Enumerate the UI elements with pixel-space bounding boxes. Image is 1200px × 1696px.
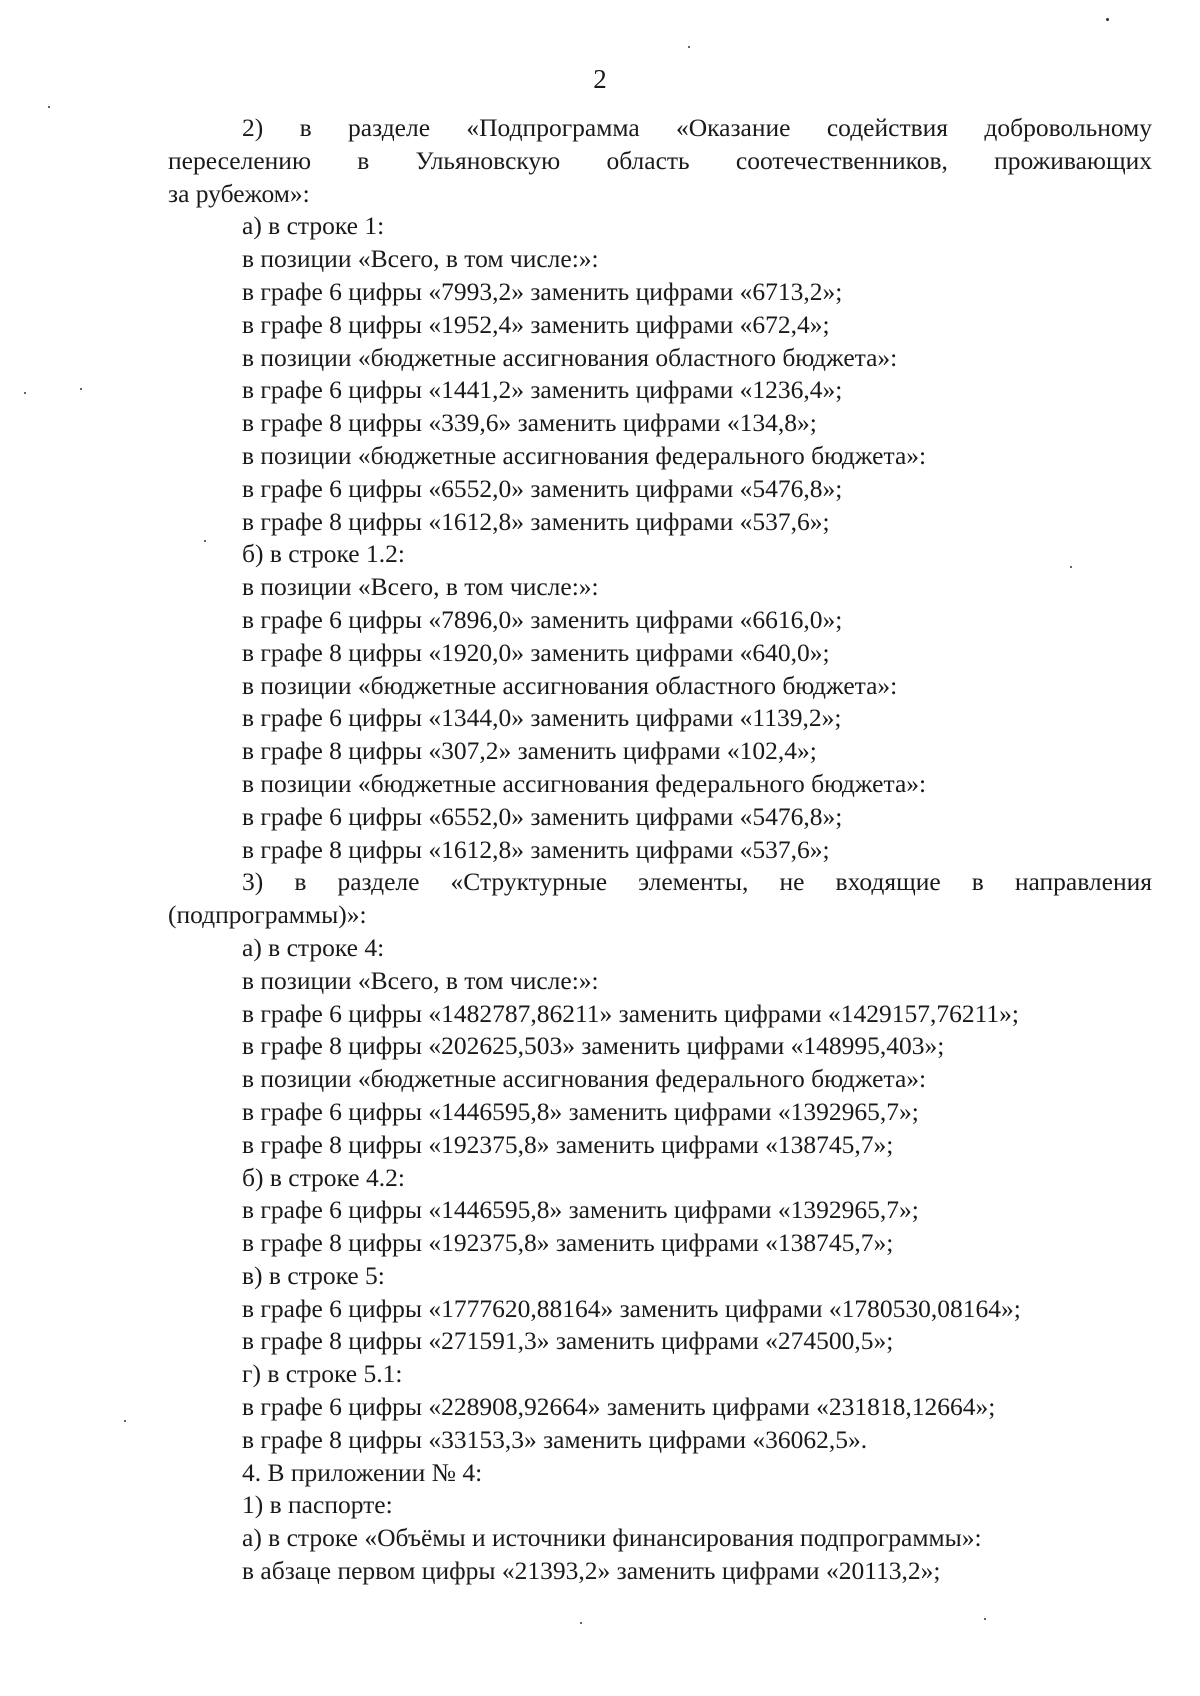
paragraph-line: в графе 6 цифры «7993,2» заменить цифрами «6713,2»; <box>242 276 843 306</box>
paragraph-line: в графе 6 цифры «6552,0» заменить цифрами «5476,8»; <box>242 801 843 831</box>
paragraph-line: в графе 8 цифры «1612,8» заменить цифрами «537,6»; <box>242 834 830 864</box>
paragraph-line: в графе 8 цифры «1952,4» заменить цифрами «672,4»; <box>242 309 830 339</box>
paragraph-line: в позиции «Всего, в том числе:»: <box>242 965 599 995</box>
paragraph-line: 4. В приложении № 4: <box>242 1457 483 1487</box>
paragraph-line: в графе 8 цифры «1612,8» заменить цифрами «537,6»; <box>242 506 830 536</box>
page-number: 2 <box>593 64 607 94</box>
paragraph-line: в графе 8 цифры «202625,503» заменить цифрами «148995,403»; <box>242 1031 945 1061</box>
paragraph-line: 1) в паспорте: <box>242 1490 393 1520</box>
paragraph-line: в графе 8 цифры «271591,3» заменить цифрами «274500,5»; <box>242 1326 894 1356</box>
paragraph-line: 2) в разделе «Подпрограмма «Оказание содействия добровольному <box>242 113 1152 142</box>
scan-speck <box>1070 566 1072 568</box>
paragraph-line: в графе 8 цифры «192375,8» заменить цифрами «138745,7»; <box>242 1228 894 1258</box>
paragraph-line: а) в строке 1: <box>242 211 385 241</box>
paragraph-line: в графе 6 цифры «1777620,88164» заменить цифрами «1780530,08164»; <box>242 1293 1021 1323</box>
paragraph-line: в позиции «бюджетные ассигнования федерального бюджета»: <box>242 440 927 470</box>
paragraph-line: в позиции «бюджетные ассигнования областного бюджета»: <box>242 670 898 700</box>
paragraph-line: в) в строке 5: <box>242 1260 385 1290</box>
scan-speck <box>124 1420 126 1422</box>
paragraph-line: (подпрограммы)»: <box>168 900 367 930</box>
paragraph-line: в графе 6 цифры «1482787,86211» заменить цифрами «1429157,76211»; <box>242 998 1020 1028</box>
paragraph-line: а) в строке «Объёмы и источники финансирования подпрограммы»: <box>242 1523 982 1553</box>
paragraph-line: в графе 6 цифры «1441,2» заменить цифрами «1236,4»; <box>242 375 843 405</box>
paragraph-line: в графе 6 цифры «1344,0» заменить цифрами «1139,2»; <box>242 703 842 733</box>
paragraph-line: переселению в Ульяновскую область соотечественников, проживающих <box>168 145 1152 175</box>
paragraph-line: в графе 6 цифры «1446595,8» заменить цифрами «1392965,7»; <box>242 1096 919 1126</box>
document-body <box>168 112 1152 1588</box>
paragraph-line: в позиции «Всего, в том числе:»: <box>242 572 599 602</box>
paragraph-line: в графе 8 цифры «1920,0» заменить цифрами «640,0»; <box>242 637 830 667</box>
paragraph-line: б) в строке 4.2: <box>242 1162 405 1192</box>
paragraph-line: в позиции «Всего, в том числе:»: <box>242 244 599 274</box>
scan-speck <box>24 392 26 394</box>
scan-speck <box>80 388 82 390</box>
paragraph-line: в графе 8 цифры «192375,8» заменить цифрами «138745,7»; <box>242 1129 894 1159</box>
paragraph-line: в графе 6 цифры «7896,0» заменить цифрами «6616,0»; <box>242 604 843 634</box>
scan-speck <box>984 1618 986 1620</box>
paragraph-line: в графе 8 цифры «339,6» заменить цифрами «134,8»; <box>242 408 817 438</box>
paragraph-line: в позиции «бюджетные ассигнования федерального бюджета»: <box>242 1064 927 1094</box>
paragraph-line: в позиции «бюджетные ассигнования федерального бюджета»: <box>242 768 927 798</box>
paragraph-line: г) в строке 5.1: <box>242 1359 403 1389</box>
scan-speck <box>688 46 690 48</box>
scan-speck <box>48 106 50 108</box>
paragraph-line: в абзаце первом цифры «21393,2» заменить цифрами «20113,2»; <box>242 1556 941 1586</box>
paragraph-line: в графе 6 цифры «228908,92664» заменить цифрами «231818,12664»; <box>242 1392 996 1422</box>
paragraph-line: в позиции «бюджетные ассигнования областного бюджета»: <box>242 342 898 372</box>
paragraph-line: в графе 8 цифры «33153,3» заменить цифрами «36062,5». <box>242 1424 868 1454</box>
paragraph-line: в графе 6 цифры «6552,0» заменить цифрами «5476,8»; <box>242 473 843 503</box>
paragraph-line: а) в строке 4: <box>242 932 385 962</box>
paragraph-line: в графе 6 цифры «1446595,8» заменить цифрами «1392965,7»; <box>242 1195 919 1225</box>
paragraph-line: б) в строке 1.2: <box>242 539 405 569</box>
paragraph-line: за рубежом»: <box>168 178 310 208</box>
paragraph-line: 3) в разделе «Структурные элементы, не входящие в направления <box>242 867 1152 897</box>
scan-speck <box>204 540 206 542</box>
scan-speck <box>580 1622 582 1624</box>
scan-speck <box>1106 18 1109 21</box>
paragraph-line: в графе 8 цифры «307,2» заменить цифрами «102,4»; <box>242 736 817 766</box>
